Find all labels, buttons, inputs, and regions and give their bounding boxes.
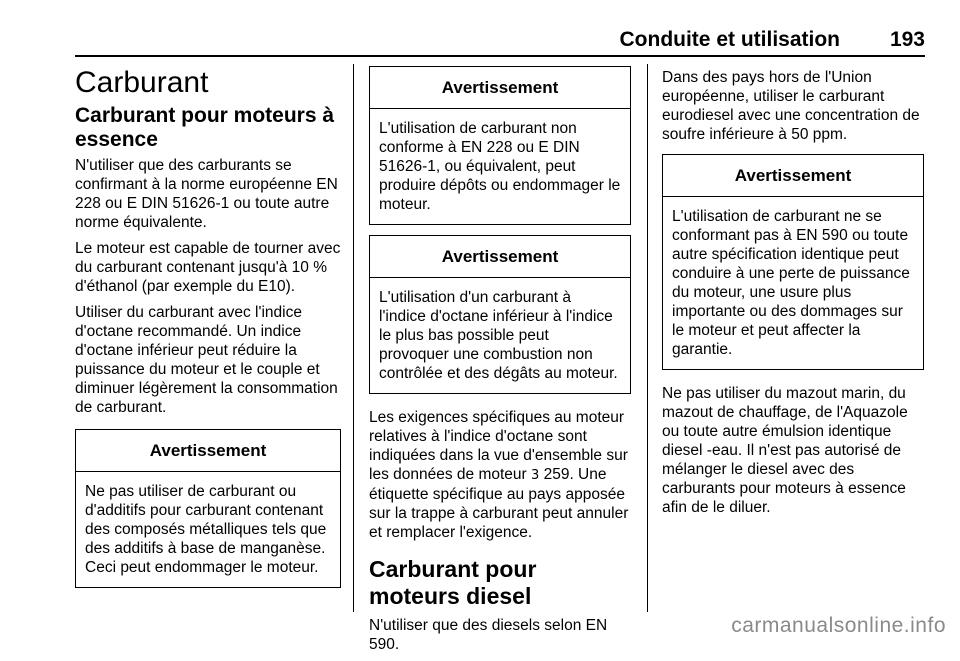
watermark: carmanualsonline.info [731, 614, 946, 637]
warning-box [75, 429, 341, 588]
warning-box [662, 154, 924, 370]
page-header [75, 26, 925, 54]
warning-title: Avertissement [76, 430, 340, 472]
paragraph: N'utiliser que des carburants se confirmant à la norme européenne EN 228 ou E DIN 51626-1 ou toute autre norme équivalente. [75, 157, 338, 231]
warning-title: Avertissement [370, 236, 630, 278]
column-divider-2 [647, 64, 648, 612]
page-number: 193 [889, 28, 925, 51]
warning-body: L'utilisation d'un carburant à l'indice d'octane inférieur à l'indice le plus bas possible peut provoquer une combustion non contrôlée et des dégâts au moteur. [379, 289, 618, 382]
warning-title: Avertissement [370, 67, 630, 109]
paragraph: N'utiliser que des diesels selon EN 590. [369, 617, 608, 653]
paragraph: Ne pas utiliser du mazout marin, du mazout de chauffage, de l'Aquazole ou toute autre émulsion identique diesel -eau. Il n'est pas autorisé de mélanger le diesel avec des carburants pour moteurs à essence afin de le diluer. [662, 385, 908, 516]
column-1 [75, 62, 341, 598]
column-divider-1 [353, 64, 354, 612]
main-heading: Carburant [75, 66, 209, 99]
warning-title: Avertissement [663, 155, 923, 197]
petrol-heading: Carburant pour moteurs à essence [75, 104, 335, 151]
diesel-heading: Carburant pour moteurs diesel [369, 556, 537, 609]
paragraph: Utiliser du carburant avec l'indice d'octane recommandé. Un indice d'octane inférieur peut réduire la puissance du moteur et le couple et diminuer légèrement la consommation de carburant. [75, 304, 338, 416]
warning-box [369, 235, 631, 394]
paragraph: Le moteur est capable de tourner avec du carburant contenant jusqu'à 10 % d'éthanol (par exemple du E10). [75, 240, 341, 295]
header-rule [75, 55, 925, 57]
warning-box [369, 66, 631, 225]
warning-body: L'utilisation de carburant non conforme à EN 228 ou E DIN 51626-1, ou équivalent, peut produire dépôts ou endommager le moteur. [379, 120, 621, 213]
column-3 [662, 68, 924, 524]
page-ref-icon: 3 [531, 468, 540, 483]
section-title: Conduite et utilisation [619, 28, 840, 51]
warning-body: Ne pas utiliser de carburant ou d'additifs pour carburant contenant des composés métalliques tels que des additifs à base de manganèse. Ceci peut endommager le moteur. [85, 483, 327, 576]
column-2 [369, 66, 631, 661]
paragraph: Les exigences spécifiques au moteur relatives à l'indice d'octane sont indiquées dans la vue d'ensemble sur les données de moteur 3 259. Une étiquette spécifique au pays apposée sur la trappe à carburant peut annuler et remplacer l'exigence. [369, 409, 629, 541]
paragraph: Dans des pays hors de l'Union européenne, utiliser le carburant eurodiesel avec une concentration de soufre inférieure à 50 ppm. [662, 69, 920, 143]
warning-body: L'utilisation de carburant ne se conformant pas à EN 590 ou toute autre spécification identique peut conduire à une perte de puissance du moteur, une usure plus importante ou des dommages sur le moteur et peut affecter la garantie. [672, 208, 910, 358]
